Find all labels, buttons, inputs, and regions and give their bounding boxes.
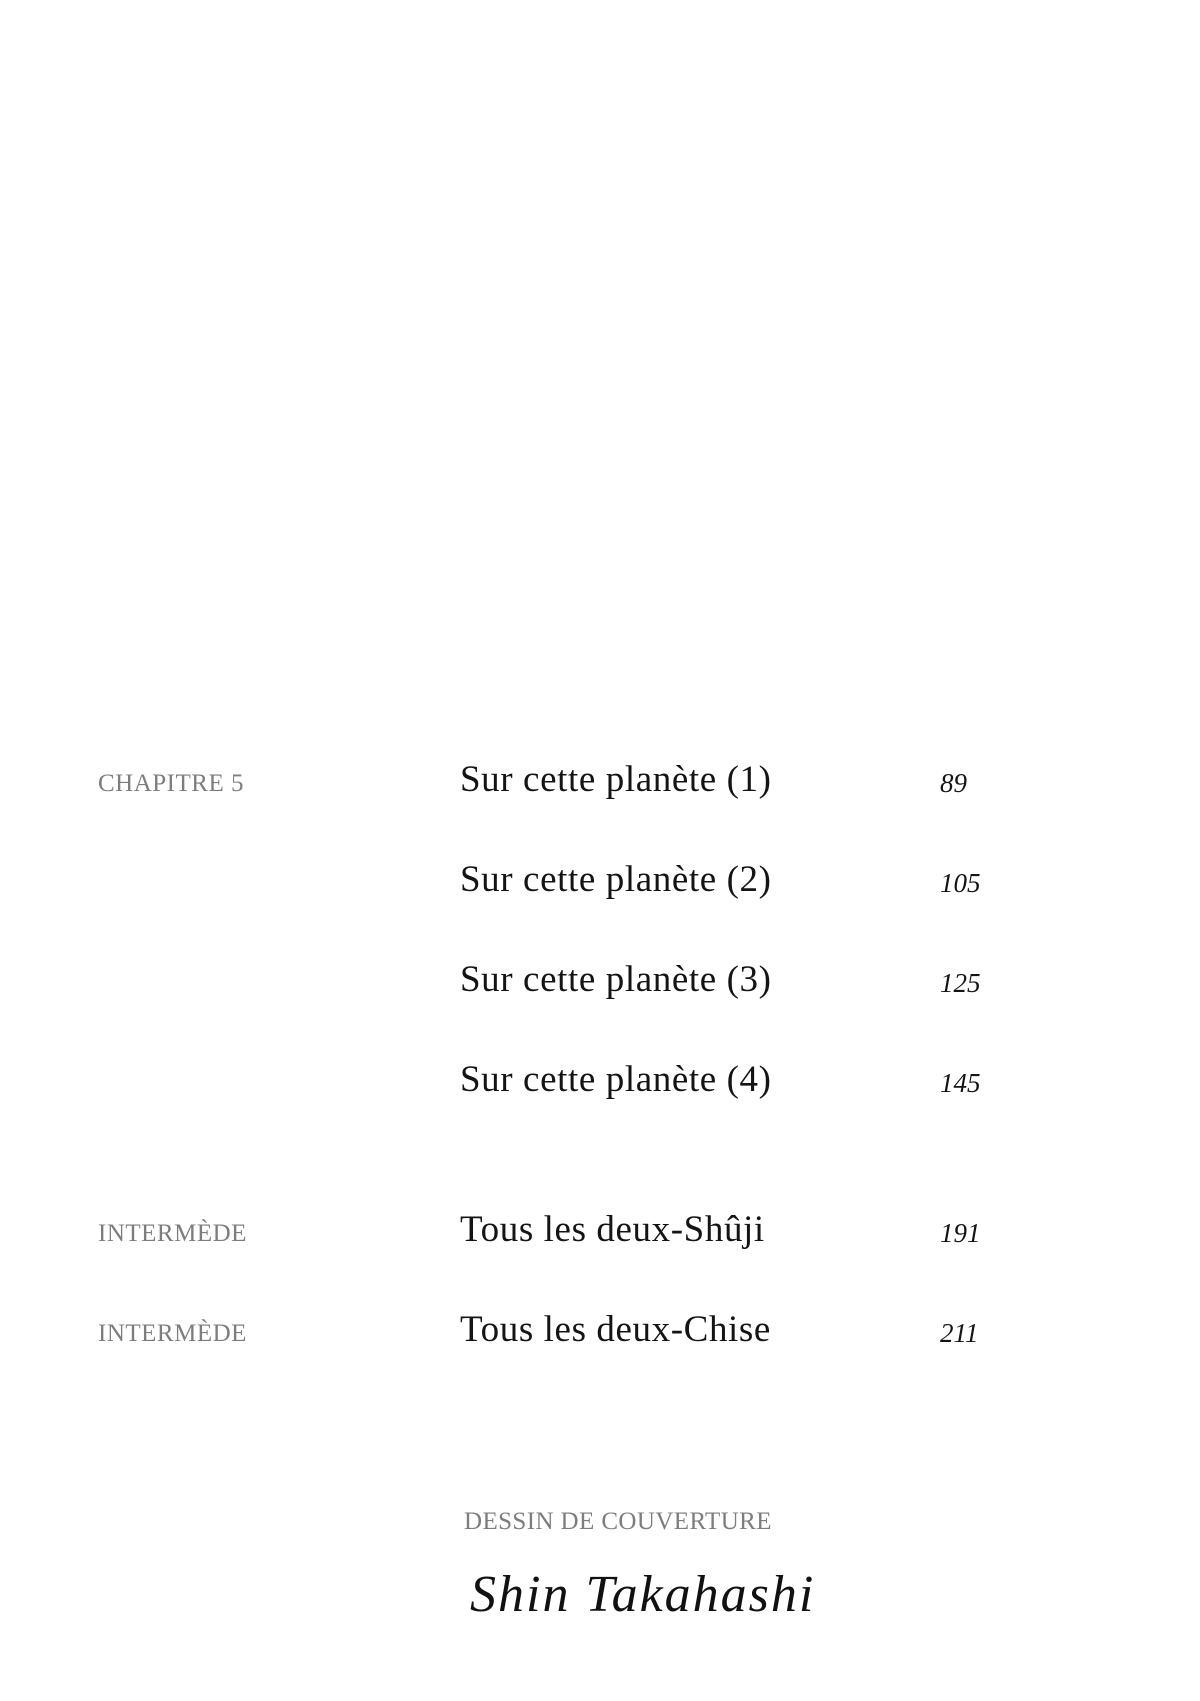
toc-entry: [0, 1302, 1200, 1362]
toc-entry: [0, 752, 1200, 812]
chapter-title: Tous les deux-Chise: [460, 1309, 771, 1350]
page-number: 211: [940, 1318, 979, 1348]
chapter-title: Sur cette planète (3): [460, 959, 772, 1000]
page-number: 89: [940, 768, 967, 798]
cover-credit-label: DESSIN DE COUVERTURE: [464, 1508, 772, 1535]
toc-entry: [0, 952, 1200, 1012]
toc-entry: [0, 1202, 1200, 1262]
chapter-title: Sur cette planète (1): [460, 759, 772, 800]
section-label: INTERMÈDE: [98, 1220, 247, 1247]
page-number: 191: [940, 1218, 981, 1248]
toc-entry: [0, 1052, 1200, 1112]
page-number: 145: [940, 1068, 981, 1098]
page-number: 125: [940, 968, 981, 998]
chapter-title: Sur cette planète (4): [460, 1059, 772, 1100]
page-number: 105: [940, 868, 981, 898]
section-label: CHAPITRE 5: [98, 770, 244, 797]
toc-entry: [0, 852, 1200, 912]
cover-artist-name: Shin Takahashi: [470, 1566, 816, 1623]
chapter-title: Sur cette planète (2): [460, 859, 772, 900]
section-label: INTERMÈDE: [98, 1320, 247, 1347]
chapter-title: Tous les deux-Shûji: [460, 1209, 765, 1250]
